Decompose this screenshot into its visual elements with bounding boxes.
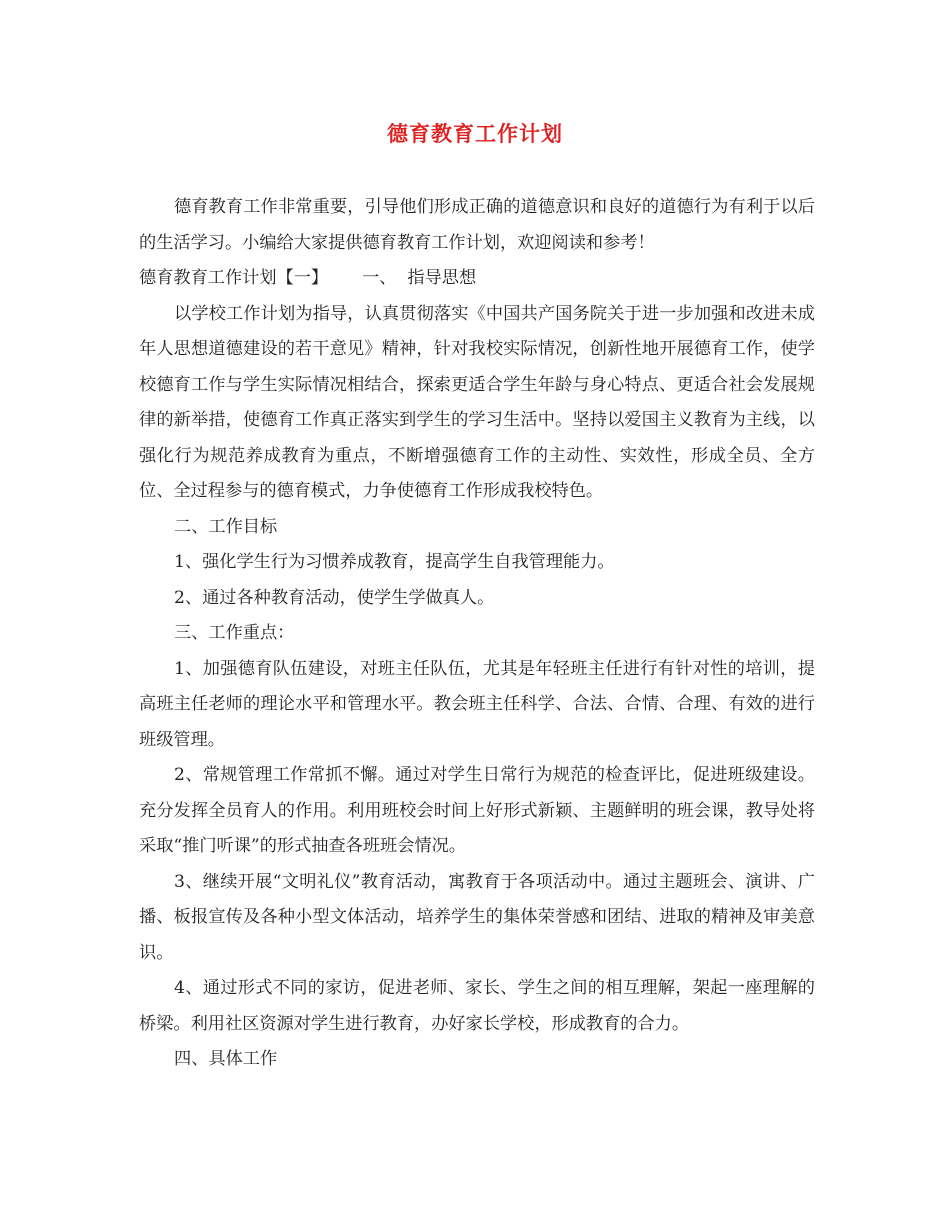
section-header-title: 德育教育工作计划【一】: [139, 268, 329, 288]
document-title: 德育教育工作计划: [387, 121, 563, 146]
goal-item: 2、通过各种教育活动，使学生学做真人。: [174, 587, 495, 608]
document-body: [139, 190, 815, 1078]
guiding-thought-heading: 一、 指导思想: [362, 268, 477, 288]
goal-item: 1、强化学生行为习惯养成教育，提高学生自我管理能力。: [174, 552, 615, 572]
focus-heading: 三、工作重点：: [174, 623, 295, 643]
focus-item: 2、常规管理工作常抓不懈。通过对学生日常行为规范的检查评比，促进班级建设。充分发挥全员育人的作用。利用班校会时间上好形式新颖、主题鲜明的班会课，教导处将采取“推门听课”的形式抽查各班班会情况。: [139, 765, 815, 856]
goals-heading: 二、工作目标: [174, 516, 278, 537]
focus-item: 1、加强德育队伍建设，对班主任队伍，尤其是年轻班主任进行有针对性的培训，提高班主任老师的理论水平和管理水平。教会班主任科学、合法、合情、合理、有效的进行班级管理。: [139, 658, 815, 750]
work-heading: 四、具体工作: [174, 1049, 278, 1069]
intro-paragraph: 德育教育工作非常重要，引导他们形成正确的道德意识和良好的道德行为有利于以后的生活学习。小编给大家提供德育教育工作计划，欢迎阅读和参考！: [139, 197, 815, 253]
focus-item: 4、通过形式不同的家访，促进老师、家长、学生之间的相互理解，架起一座理解的桥梁。利用社区资源对学生进行教育，办好家长学校，形成教育的合力。: [139, 978, 815, 1034]
guiding-thought-paragraph: 以学校工作计划为指导，认真贯彻落实《中国共产国务院关于进一步加强和改进未成年人思想道德建设的若干意见》精神，针对我校实际情况，创新性地开展德育工作，使学校德育工作与学生实际情况相结合，探索更适合学生年龄与身心特点、更适合社会发展规律的新举措，使德育工作真正落实到学生的学习生活中。坚持以爱国主义教育为主线，以强化行为规范养成教育为重点，不断增强德育工作的主动性、实效性，形成全员、全方位、全过程参与的德育模式，力争使德育工作形成我校特色。: [139, 303, 815, 501]
section-header-line: [139, 261, 815, 297]
focus-item: 3、继续开展“文明礼仪”教育活动，寓教育于各项活动中。通过主题班会、演讲、广播、板报宣传及各种小型文体活动，培养学生的集体荣誉感和团结、进取的精神及审美意识。: [139, 871, 815, 963]
